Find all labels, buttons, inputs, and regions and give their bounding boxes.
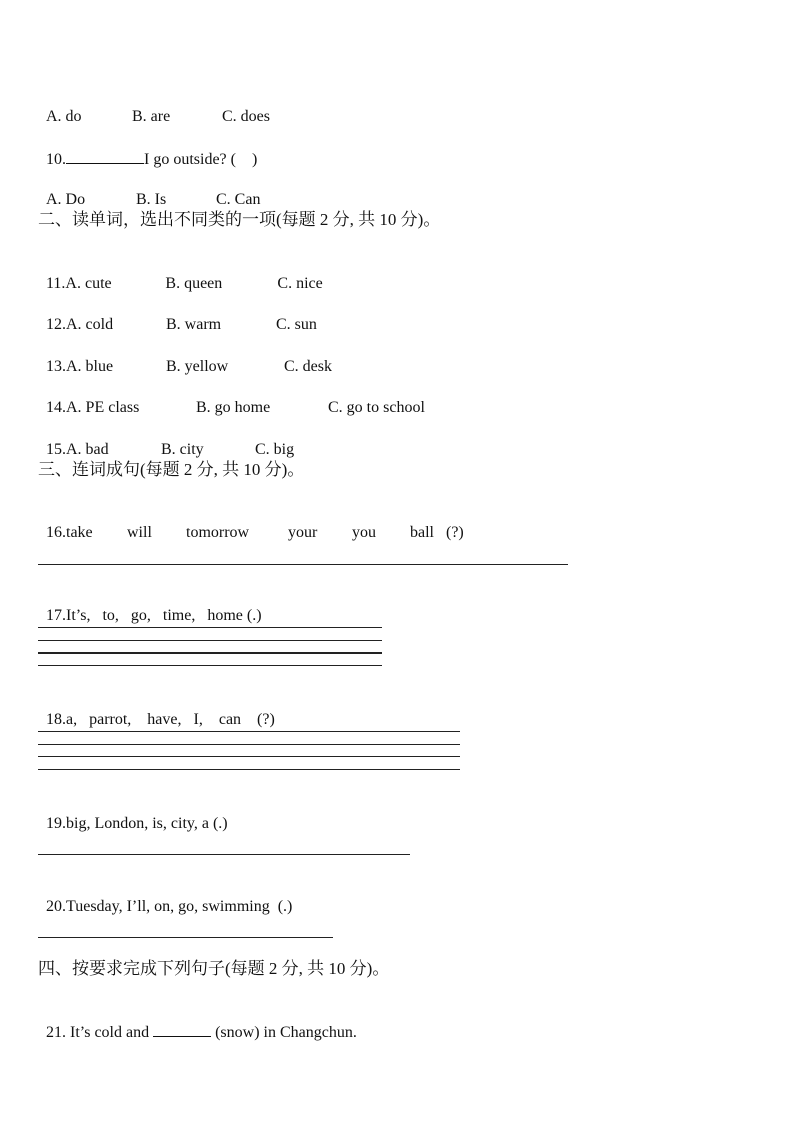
question-number: 10. <box>46 151 66 168</box>
question-12 <box>38 295 317 335</box>
option-b: B. go home <box>196 399 271 416</box>
answer-line[interactable] <box>38 640 382 641</box>
option-c: C. Can <box>216 191 261 208</box>
question-text-before: It’s cold and <box>66 1024 154 1041</box>
end-mark: (?) <box>446 524 464 541</box>
answer-line[interactable] <box>38 627 382 628</box>
answer-line[interactable] <box>38 652 382 654</box>
option-c: C. desk <box>284 358 332 375</box>
question-number: 21. <box>46 1024 66 1041</box>
option-b: B. are <box>132 108 171 125</box>
answer-line[interactable] <box>38 854 410 855</box>
question-number: 14. <box>46 399 66 416</box>
option-c: C. does <box>222 108 270 125</box>
question-18 <box>38 690 275 730</box>
question-text: big, London, is, city, a (.) <box>66 815 228 832</box>
option-b: B. city <box>161 441 204 458</box>
option-a: A. bad <box>66 441 109 458</box>
word: will <box>127 524 152 541</box>
question-21 <box>38 1002 357 1043</box>
word: tomorrow <box>186 524 250 541</box>
question-15 <box>38 420 294 460</box>
section-4-title: 四、按要求完成下列句子(每题 2 分, 共 10 分)。 <box>38 959 390 978</box>
answer-line[interactable] <box>38 665 382 666</box>
option-a: A. cold <box>66 316 114 333</box>
answer-line[interactable] <box>38 731 460 732</box>
question-number: 12. <box>46 316 66 333</box>
word: you <box>352 524 376 541</box>
answer-line[interactable] <box>38 769 460 770</box>
q9-options <box>38 87 270 127</box>
question-14 <box>38 378 425 418</box>
question-20 <box>38 877 292 917</box>
question-text: Tuesday, I’ll, on, go, swimming (.) <box>66 898 293 915</box>
answer-blank[interactable] <box>153 1022 211 1037</box>
option-c: C. nice <box>277 275 323 292</box>
option-c: C. go to school <box>328 399 425 416</box>
option-a: A. cute <box>65 275 112 292</box>
answer-line[interactable] <box>38 756 460 757</box>
q10-options <box>38 170 260 210</box>
section-3-title: 三、连词成句(每题 2 分, 共 10 分)。 <box>38 460 305 479</box>
word: your <box>288 524 318 541</box>
section-2-title: 二、读单词，选出不同类的一项(每题 2 分, 共 10 分)。 <box>38 210 441 229</box>
question-10 <box>38 129 257 170</box>
question-number: 20. <box>46 898 66 915</box>
option-b: B. queen <box>165 275 223 292</box>
answer-line[interactable] <box>38 564 568 565</box>
question-19 <box>38 794 228 834</box>
question-number: 15. <box>46 441 66 458</box>
word: take <box>66 524 93 541</box>
option-a: A. do <box>46 108 82 125</box>
option-a: A. PE class <box>66 399 140 416</box>
option-b: B. yellow <box>166 358 229 375</box>
question-number: 16. <box>46 524 66 541</box>
option-b: B. Is <box>136 191 167 208</box>
option-c: C. big <box>255 441 295 458</box>
answer-line[interactable] <box>38 937 333 938</box>
option-a: A. Do <box>46 191 86 208</box>
option-c: C. sun <box>276 316 317 333</box>
question-number: 11. <box>46 275 66 292</box>
question-number: 17. <box>46 607 66 624</box>
question-13 <box>38 337 332 377</box>
question-number: 13. <box>46 358 66 375</box>
option-b: B. warm <box>166 316 222 333</box>
question-text: a, parrot, have, I, can (?) <box>66 711 275 728</box>
question-number: 19. <box>46 815 66 832</box>
question-number: 18. <box>46 711 66 728</box>
word: ball <box>410 524 434 541</box>
question-16 <box>38 503 464 543</box>
question-text: It’s, to, go, time, home (.) <box>66 607 262 624</box>
question-text: I go outside? ( ) <box>144 151 258 168</box>
answer-line[interactable] <box>38 744 460 745</box>
question-text-after: (snow) in Changchun. <box>211 1024 357 1041</box>
answer-blank[interactable] <box>66 149 144 164</box>
option-a: A. blue <box>66 358 114 375</box>
question-17 <box>38 586 262 626</box>
question-11 <box>38 254 323 294</box>
